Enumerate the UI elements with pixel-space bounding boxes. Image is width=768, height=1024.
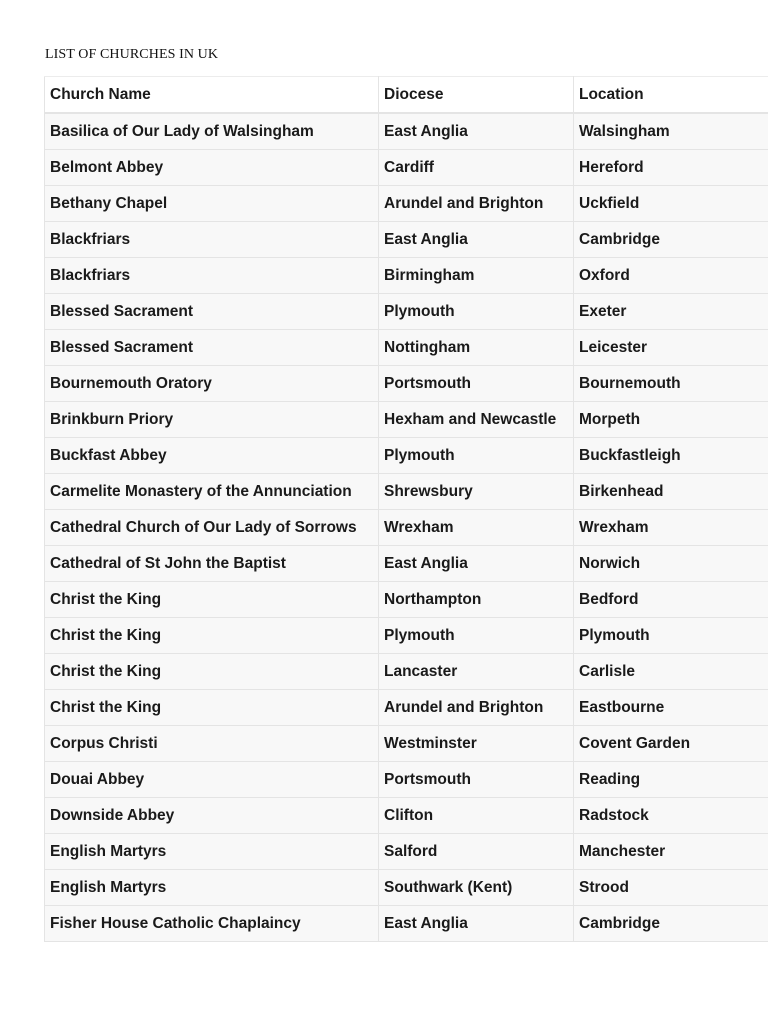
diocese-cell: Arundel and Brighton — [379, 690, 574, 726]
church-name-cell: Douai Abbey — [45, 762, 379, 798]
church-name-cell: Bethany Chapel — [45, 186, 379, 222]
location-cell: Morpeth — [574, 402, 768, 438]
diocese-cell: Portsmouth — [379, 366, 574, 402]
location-cell: Exeter — [574, 294, 768, 330]
table-row — [45, 366, 768, 402]
column-header-location: Location — [574, 77, 768, 114]
table-header — [45, 77, 768, 114]
table-body — [45, 113, 768, 942]
diocese-cell: East Anglia — [379, 222, 574, 258]
table-row — [45, 113, 768, 150]
church-name-cell: Corpus Christi — [45, 726, 379, 762]
church-name-cell: Christ the King — [45, 618, 379, 654]
location-cell: Covent Garden — [574, 726, 768, 762]
churches-table — [44, 76, 768, 942]
diocese-cell: Cardiff — [379, 150, 574, 186]
location-cell: Plymouth — [574, 618, 768, 654]
church-name-cell: Cathedral of St John the Baptist — [45, 546, 379, 582]
church-name-cell: Buckfast Abbey — [45, 438, 379, 474]
location-cell: Walsingham — [574, 113, 768, 150]
diocese-cell: Shrewsbury — [379, 474, 574, 510]
location-cell: Wrexham — [574, 510, 768, 546]
church-name-cell: Blessed Sacrament — [45, 330, 379, 366]
diocese-cell: Plymouth — [379, 294, 574, 330]
location-cell: Eastbourne — [574, 690, 768, 726]
table-row — [45, 834, 768, 870]
table-row — [45, 222, 768, 258]
diocese-cell: Portsmouth — [379, 762, 574, 798]
table-row — [45, 510, 768, 546]
table-row — [45, 438, 768, 474]
column-header-church-name: Church Name — [45, 77, 379, 114]
table-row — [45, 654, 768, 690]
church-name-cell: Basilica of Our Lady of Walsingham — [45, 113, 379, 150]
table-row — [45, 798, 768, 834]
location-cell: Hereford — [574, 150, 768, 186]
column-header-diocese: Diocese — [379, 77, 574, 114]
page-title: LIST OF CHURCHES IN UK — [45, 47, 219, 62]
table-row — [45, 294, 768, 330]
church-name-cell: Christ the King — [45, 582, 379, 618]
church-name-cell: Blackfriars — [45, 258, 379, 294]
location-cell: Cambridge — [574, 906, 768, 942]
table-row — [45, 870, 768, 906]
diocese-cell: Plymouth — [379, 618, 574, 654]
diocese-cell: Southwark (Kent) — [379, 870, 574, 906]
diocese-cell: Birmingham — [379, 258, 574, 294]
church-name-cell: Brinkburn Priory — [45, 402, 379, 438]
diocese-cell: East Anglia — [379, 546, 574, 582]
diocese-cell: Plymouth — [379, 438, 574, 474]
location-cell: Cambridge — [574, 222, 768, 258]
church-name-cell: Christ the King — [45, 654, 379, 690]
table-row — [45, 690, 768, 726]
church-name-cell: Cathedral Church of Our Lady of Sorrows — [45, 510, 379, 546]
location-cell: Uckfield — [574, 186, 768, 222]
location-cell: Radstock — [574, 798, 768, 834]
table-row — [45, 582, 768, 618]
location-cell: Norwich — [574, 546, 768, 582]
diocese-cell: Westminster — [379, 726, 574, 762]
church-name-cell: Fisher House Catholic Chaplaincy — [45, 906, 379, 942]
location-cell: Carlisle — [574, 654, 768, 690]
diocese-cell: Nottingham — [379, 330, 574, 366]
location-cell: Strood — [574, 870, 768, 906]
table-row — [45, 258, 768, 294]
location-cell: Birkenhead — [574, 474, 768, 510]
church-name-cell: Blackfriars — [45, 222, 379, 258]
location-cell: Manchester — [574, 834, 768, 870]
church-name-cell: English Martyrs — [45, 834, 379, 870]
table-row — [45, 402, 768, 438]
table-row — [45, 546, 768, 582]
header-row — [45, 77, 768, 114]
church-name-cell: Carmelite Monastery of the Annunciation — [45, 474, 379, 510]
table-row — [45, 726, 768, 762]
church-name-cell: English Martyrs — [45, 870, 379, 906]
location-cell: Bournemouth — [574, 366, 768, 402]
church-name-cell: Christ the King — [45, 690, 379, 726]
table-row — [45, 762, 768, 798]
location-cell: Reading — [574, 762, 768, 798]
diocese-cell: Clifton — [379, 798, 574, 834]
diocese-cell: East Anglia — [379, 906, 574, 942]
table-row — [45, 186, 768, 222]
table-row — [45, 150, 768, 186]
location-cell: Bedford — [574, 582, 768, 618]
location-cell: Oxford — [574, 258, 768, 294]
location-cell: Buckfastleigh — [574, 438, 768, 474]
church-name-cell: Belmont Abbey — [45, 150, 379, 186]
table-row — [45, 618, 768, 654]
church-name-cell: Blessed Sacrament — [45, 294, 379, 330]
location-cell: Leicester — [574, 330, 768, 366]
table-row — [45, 906, 768, 942]
diocese-cell: Arundel and Brighton — [379, 186, 574, 222]
church-name-cell: Bournemouth Oratory — [45, 366, 379, 402]
diocese-cell: Hexham and Newcastle — [379, 402, 574, 438]
diocese-cell: Northampton — [379, 582, 574, 618]
churches-table-container — [44, 76, 768, 942]
diocese-cell: Salford — [379, 834, 574, 870]
table-row — [45, 330, 768, 366]
diocese-cell: East Anglia — [379, 113, 574, 150]
diocese-cell: Wrexham — [379, 510, 574, 546]
church-name-cell: Downside Abbey — [45, 798, 379, 834]
table-row — [45, 474, 768, 510]
diocese-cell: Lancaster — [379, 654, 574, 690]
